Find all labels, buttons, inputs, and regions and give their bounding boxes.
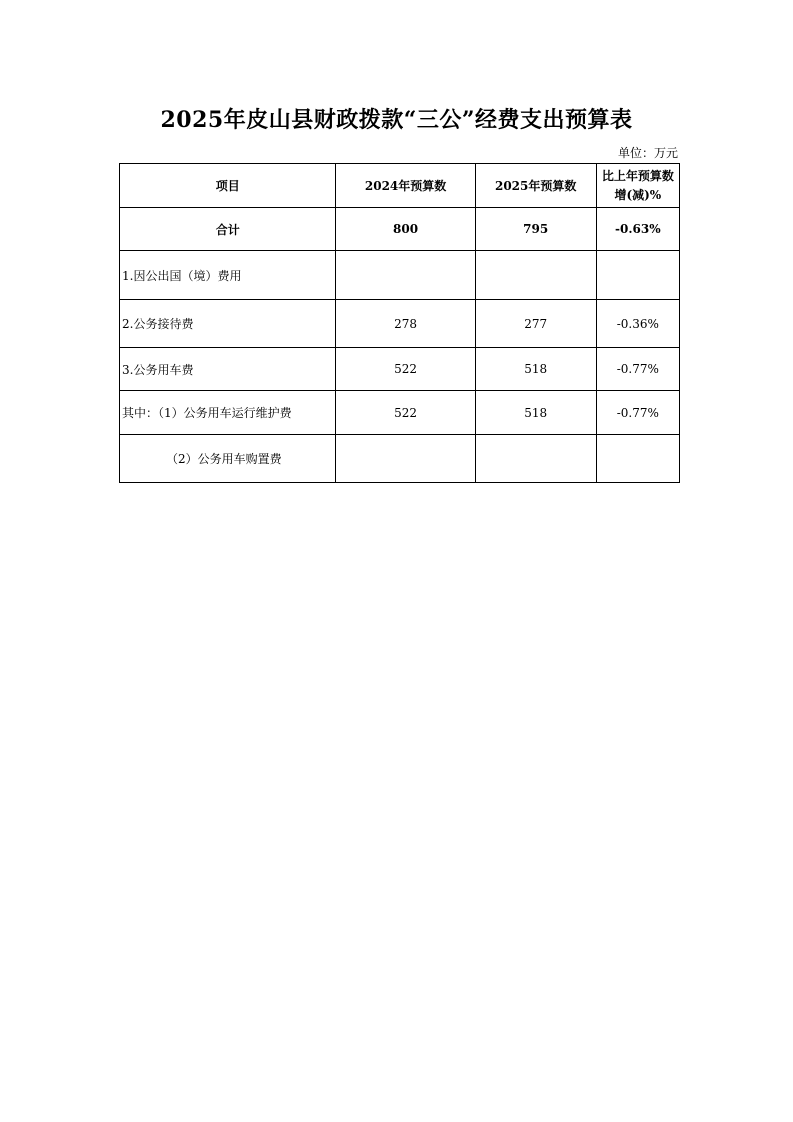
row-change <box>596 435 679 483</box>
row-2025 <box>475 251 596 300</box>
row-2024 <box>336 435 475 483</box>
table-row <box>120 300 680 348</box>
row-label: 3.公务用车费 <box>120 348 336 391</box>
table-row <box>120 435 680 483</box>
row-change: -0.77% <box>596 391 679 435</box>
row-label: 1.因公出国（境）费用 <box>120 251 336 300</box>
row-2025 <box>475 435 596 483</box>
table-row <box>120 348 680 391</box>
total-2024: 800 <box>336 208 475 251</box>
row-2024: 522 <box>336 348 475 391</box>
header-2024: 2024年预算数 <box>336 164 475 208</box>
total-label: 合计 <box>120 208 336 251</box>
table-row <box>120 251 680 300</box>
header-change-line2: 增(减)% <box>614 187 662 202</box>
row-change: -0.77% <box>596 348 679 391</box>
header-2025: 2025年预算数 <box>475 164 596 208</box>
table-row <box>120 391 680 435</box>
row-change: -0.36% <box>596 300 679 348</box>
total-change: -0.63% <box>596 208 679 251</box>
row-change <box>596 251 679 300</box>
table-header-row <box>120 164 680 208</box>
page-title: 2025年皮山县财政拨款“三公”经费支出预算表 <box>160 107 633 133</box>
row-2025: 277 <box>475 300 596 348</box>
row-label: （2）公务用车购置费 <box>120 435 336 483</box>
row-2025: 518 <box>475 348 596 391</box>
unit-label: 单位：万元 <box>617 146 678 160</box>
header-change-line1: 比上年预算数 <box>601 168 674 183</box>
row-2024: 278 <box>336 300 475 348</box>
row-label: 其中：（1）公务用车运行维护费 <box>120 391 336 435</box>
total-2025: 795 <box>475 208 596 251</box>
budget-table <box>119 163 680 483</box>
row-label: 2.公务接待费 <box>120 300 336 348</box>
row-2024: 522 <box>336 391 475 435</box>
header-item: 项目 <box>120 164 336 208</box>
header-change <box>596 164 679 208</box>
row-2024 <box>336 251 475 300</box>
row-2025: 518 <box>475 391 596 435</box>
total-row <box>120 208 680 251</box>
